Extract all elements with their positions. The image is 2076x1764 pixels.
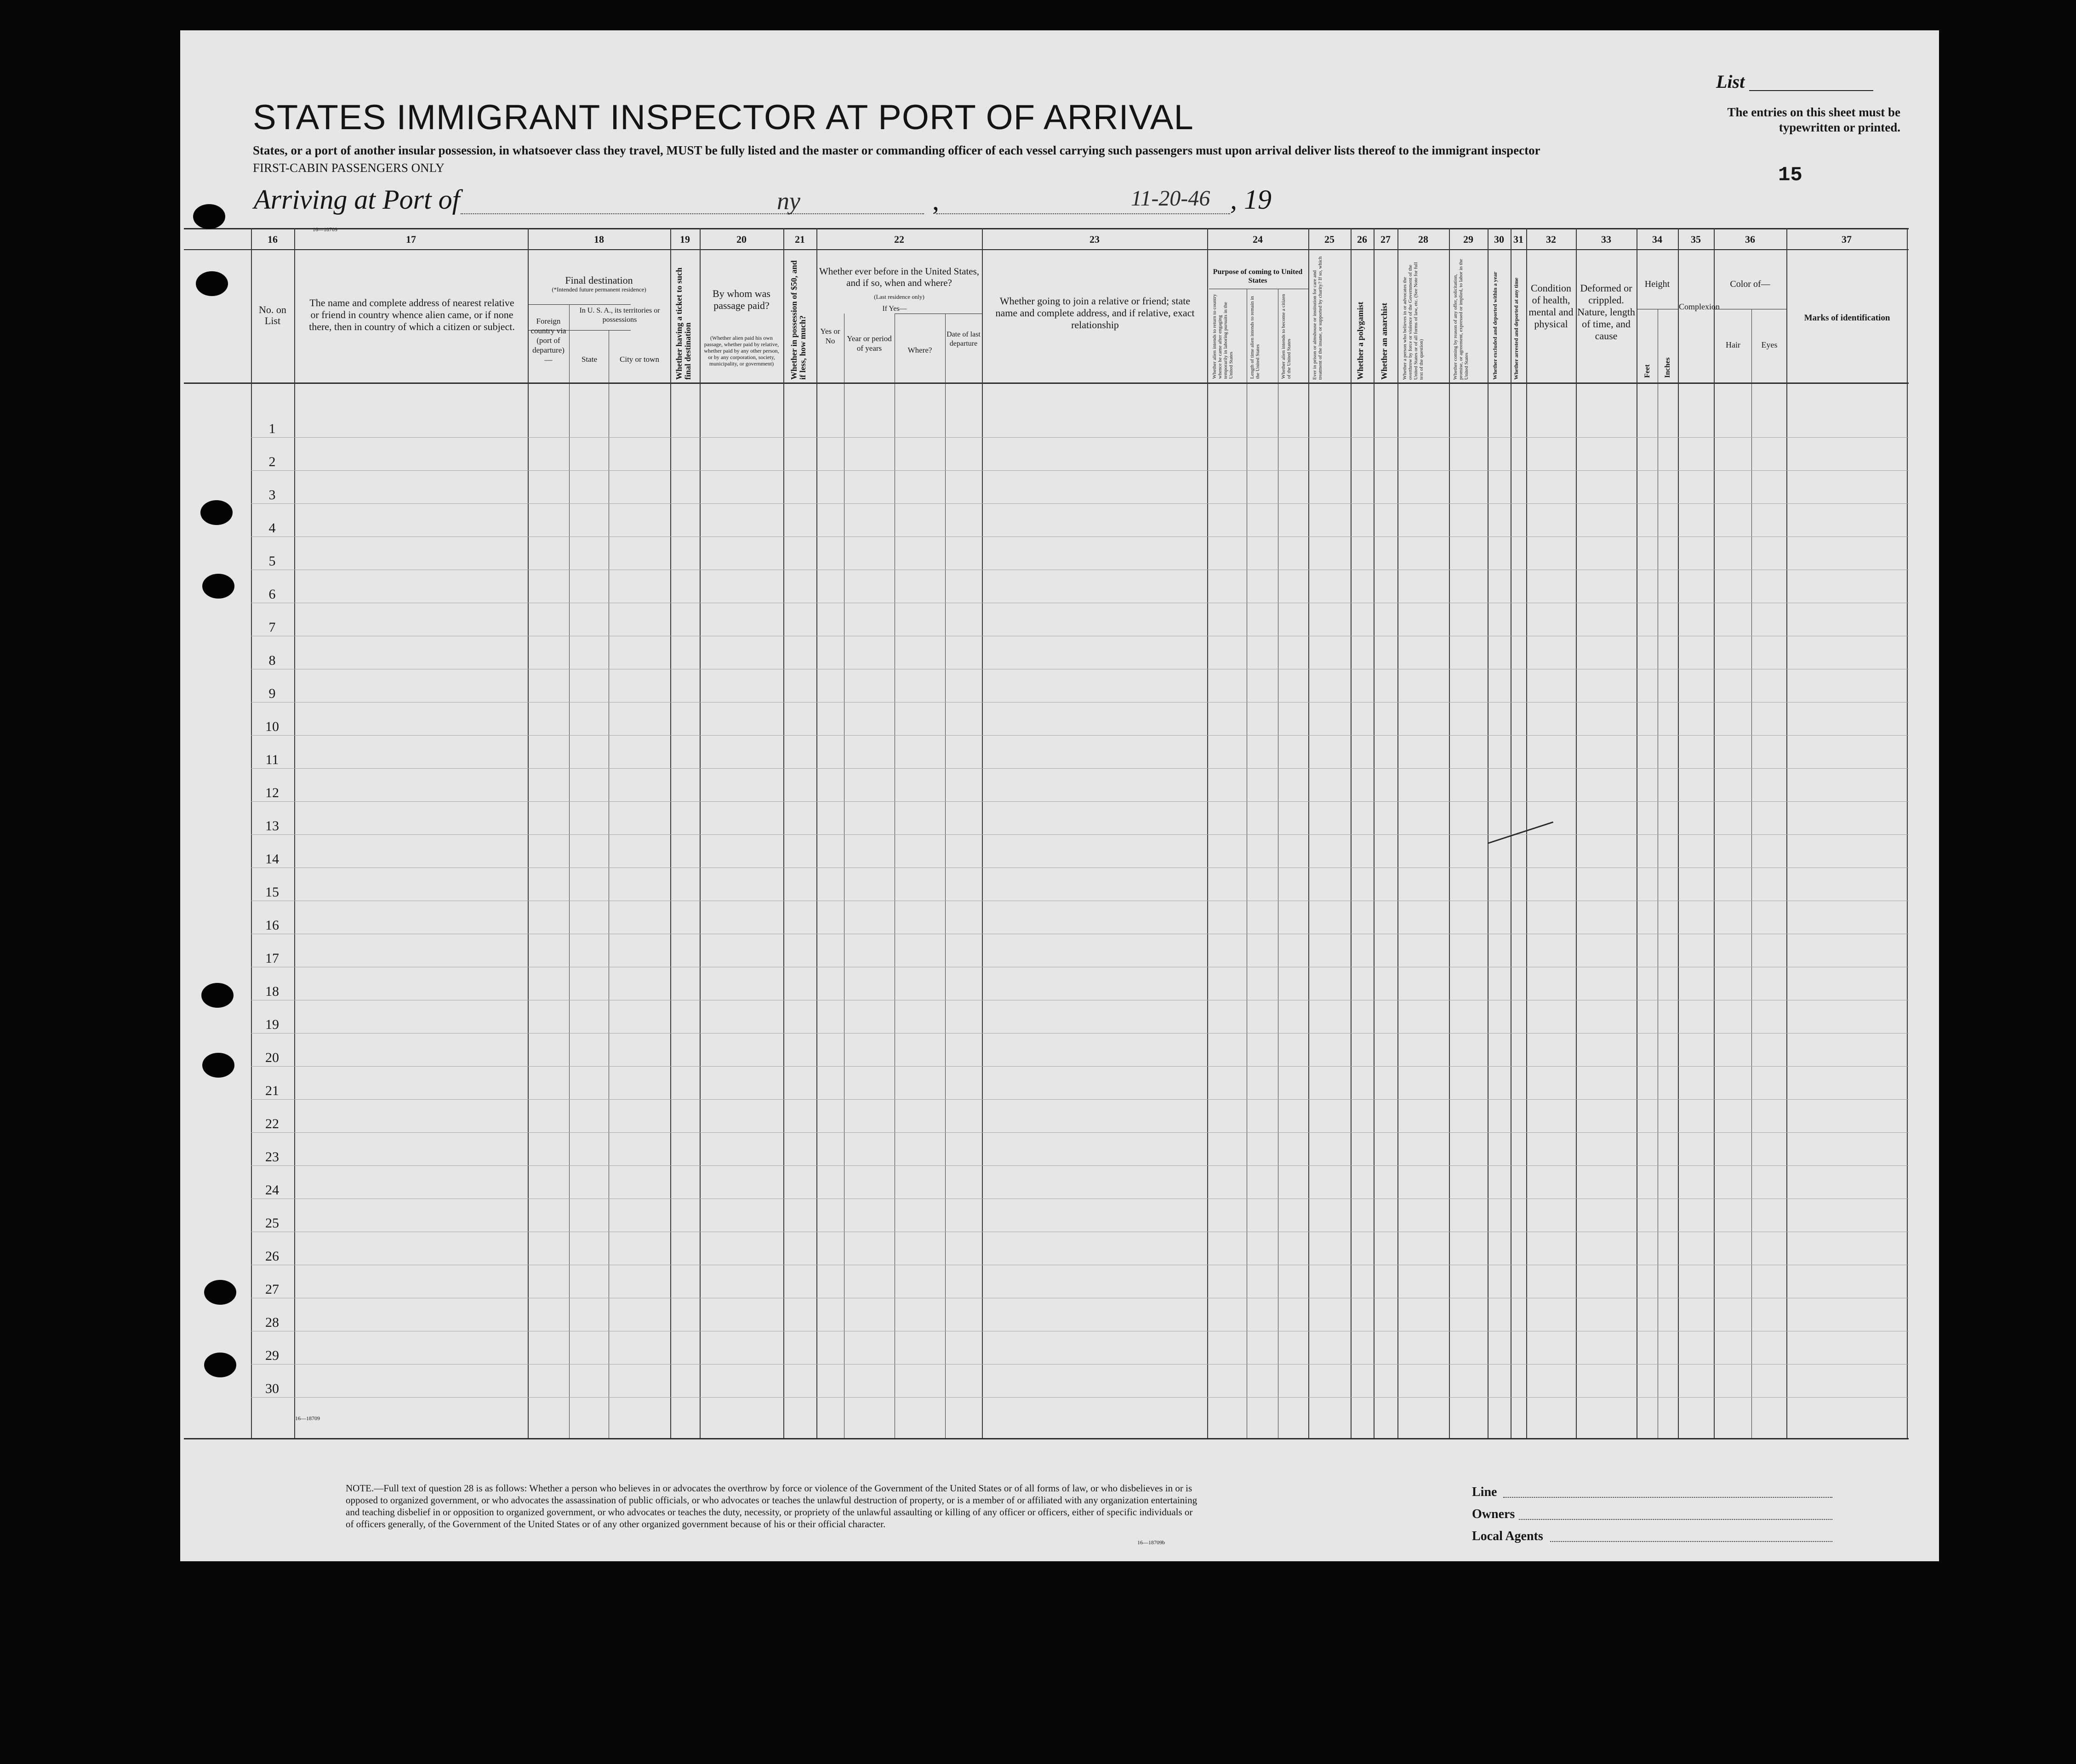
page-title: STATES IMMIGRANT INSPECTOR AT PORT OF ARRIVAL: [253, 98, 1194, 137]
header-join-relative: Whether going to join a relative or friend; state name and complete address, and if relative, exact relationship: [995, 295, 1195, 331]
col-rule-29: [1449, 228, 1450, 1438]
header-where: Where?: [907, 346, 932, 354]
col-rule-37: [1786, 228, 1787, 1438]
binder-hole: [202, 1053, 234, 1078]
header-feet: Feet: [1643, 364, 1651, 378]
col-num-18: 18: [594, 234, 604, 245]
arriving-port-label: Arriving at Port of: [254, 184, 460, 215]
row-number: 4: [268, 520, 276, 536]
binder-hole: [202, 574, 234, 599]
form-number: 16—18709: [313, 226, 337, 233]
list-label: List: [1716, 71, 1745, 92]
port-comma: ,: [932, 185, 939, 216]
header-anarchist: Whether an anarchist: [1380, 303, 1389, 380]
row-number: 26: [265, 1249, 279, 1264]
table-form-number: 16—18709: [295, 1415, 320, 1421]
col-num-29: 29: [1463, 234, 1473, 245]
col-num-37: 37: [1842, 234, 1852, 245]
binder-hole: [200, 500, 233, 525]
header-eyes: Eyes: [1761, 340, 1778, 349]
header-bottom-rule: [184, 382, 1909, 384]
header-yes-or-no: Yes or No: [820, 327, 840, 345]
header-if-yes: If Yes—: [882, 305, 907, 313]
col-num-19: 19: [680, 234, 690, 245]
row-line: [251, 470, 1909, 471]
year-prefix: , 19: [1230, 184, 1272, 215]
column-number-rule: [184, 249, 1909, 250]
row-line: [251, 801, 1909, 802]
manifest-table: [184, 228, 1909, 1438]
header-city-or-town: City or town: [620, 355, 659, 364]
row-number: 29: [265, 1348, 279, 1363]
col-rule-17: [294, 228, 295, 1438]
passenger-class-label: FIRST-CABIN PASSENGERS ONLY: [253, 161, 445, 175]
binder-hole: [196, 271, 228, 296]
col-rule-end: [1907, 228, 1908, 1438]
instructions-text: States, or a port of another insular possession, in whatsoever class they travel, MUST be fully listed and the master or commanding officer of each vessel carrying such passengers must upon arrival deliver lists thereof to the immigrant inspector: [253, 143, 1540, 157]
col-num-25: 25: [1324, 234, 1335, 245]
header-polygamist: Whether a polygamist: [1356, 302, 1365, 380]
col-num-35: 35: [1691, 234, 1701, 245]
row-number: 11: [265, 752, 279, 767]
row-number: 10: [265, 719, 279, 734]
list-number-field: [1749, 90, 1873, 91]
row-number: 5: [268, 554, 276, 569]
row-number: 22: [265, 1116, 279, 1131]
header-foreign-country: Foreign country via (port of departure)—: [530, 317, 566, 364]
sheet-number: 15: [1778, 164, 1802, 187]
table-bottom-rule: [184, 1438, 1909, 1439]
header-last-departure: Date of last departure: [947, 331, 981, 348]
question-28-note: NOTE.—Full text of question 28 is as follows: Whether a person who believes in or advocates the overthrow by force or violence of the Government of the United States or of all forms of law, or who disbelieves in or is opposed to organized government, or who advocates the assassination of public officials, or who advocates or teaches the unlawful destruction of property, or is a member of or affiliated with any organization entertaining and teaching disbelief in or opposition to organized government, or who advocates or teaches the duty, necessity, or propriety of the unlawful assaulting or killing of any officer or officers, either of specific individuals or of officers generally, of the Government of the United States or of any other organized government because of his or their official character.: [346, 1483, 1198, 1530]
header-citizen-intent: Whether alien intends to become a citizen of the United States: [1281, 294, 1292, 379]
row-number: 17: [265, 951, 279, 966]
row-number: 20: [265, 1050, 279, 1065]
col-num-33: 33: [1601, 234, 1611, 245]
col-rule-28: [1397, 228, 1398, 1438]
row-line: [251, 437, 1909, 438]
row-number: 18: [265, 984, 279, 999]
arrival-date: 11-20-46: [1131, 186, 1210, 211]
row-line: [251, 768, 1909, 769]
row-line: [251, 503, 1909, 504]
col-num-32: 32: [1546, 234, 1556, 245]
binder-hole: [204, 1353, 236, 1377]
row-number: 27: [265, 1282, 279, 1297]
header-state: State: [582, 355, 597, 364]
row-number: 24: [265, 1182, 279, 1198]
row-line: [251, 1397, 1909, 1398]
header-inches: Inches: [1664, 357, 1671, 378]
col-rule-25: [1308, 228, 1309, 1438]
table-top-rule: [184, 228, 1909, 229]
col-num-17: 17: [406, 234, 416, 245]
header-fifty-dollars: Whether in possession of $50, and if less, how much?: [789, 260, 807, 380]
row-number: 8: [268, 653, 276, 668]
col-rule-36: [1714, 228, 1715, 1438]
row-number: 23: [265, 1149, 279, 1165]
col-rule-32: [1526, 228, 1527, 1438]
header-prison-almshouse: Ever in prison or almshouse or institution for care and treatment of the insane, or supported by charity? If so, which: [1312, 256, 1323, 380]
row-number: 15: [265, 885, 279, 900]
col-num-26: 26: [1357, 234, 1367, 245]
col-num-21: 21: [795, 234, 805, 245]
row-number: 13: [265, 818, 279, 833]
row-number: 7: [268, 620, 276, 635]
header-identification-marks: Marks of identification: [1804, 313, 1890, 323]
col-rule-19: [670, 228, 671, 1438]
row-line: [251, 834, 1909, 835]
row-line: [251, 1066, 1909, 1067]
c18-subrule: [528, 304, 631, 305]
col-rule-35: [1678, 228, 1679, 1438]
line-field: [1503, 1497, 1832, 1498]
header-ever-before-in-us: Whether ever before in the United States, and if so, when and where?: [819, 266, 980, 288]
owners-field: [1519, 1519, 1832, 1520]
row-number: 12: [265, 785, 279, 800]
row-number: 6: [268, 587, 276, 602]
col-rule-30: [1488, 228, 1489, 1438]
header-nearest-relative: The name and complete address of nearest relative or friend in country whence alien came, or if none there, then in country of which a citizen or subject.: [309, 297, 515, 332]
col-num-27: 27: [1380, 234, 1391, 245]
header-hair: Hair: [1726, 340, 1740, 349]
row-number: 25: [265, 1216, 279, 1231]
header-health: Condition of health, mental and physical: [1528, 282, 1574, 330]
header-return-intent: Whether alien intends to return to country whence he came after engaging temporarily in laboring pursuits in the United States: [1212, 294, 1234, 379]
row-line: [251, 1165, 1909, 1166]
col-num-30: 30: [1494, 234, 1504, 245]
header-excluded-deported: Whether excluded and deported within a year: [1492, 271, 1498, 380]
row-number: 3: [268, 487, 276, 502]
row-number: 14: [265, 851, 279, 867]
row-number: 28: [265, 1315, 279, 1330]
col-rule-21: [783, 228, 784, 1438]
col-rule-24: [1207, 228, 1208, 1438]
row-line: [251, 1099, 1909, 1100]
header-ticket: Whether having a ticket to such final destination: [674, 267, 692, 380]
col-num-20: 20: [736, 234, 747, 245]
header-in-usa: In U. S. A., its territories or possessions: [579, 307, 660, 324]
row-number: 19: [265, 1017, 279, 1032]
header-length-of-stay: Length of time alien intends to remain in the United States: [1249, 296, 1260, 379]
col-rule-18a: [569, 304, 570, 1438]
header-last-residence-note: (Last residence only): [874, 293, 924, 300]
row-number: 2: [268, 454, 276, 469]
col-rule-18: [528, 228, 529, 1438]
header-final-destination-note: (*Intended future permanent residence): [552, 286, 646, 293]
row-number: 30: [265, 1381, 279, 1396]
header-no-on-list: No. on List: [259, 304, 286, 326]
col-num-22: 22: [894, 234, 904, 245]
col-rule-22: [816, 228, 817, 1438]
col-num-24: 24: [1253, 234, 1263, 245]
col-rule-20: [700, 228, 701, 1438]
col-num-34: 34: [1652, 234, 1662, 245]
col-rule-33: [1576, 228, 1577, 1438]
local-agents-label: Local Agents: [1472, 1529, 1543, 1543]
col-rule-36a: [1751, 309, 1752, 1438]
local-agents-field: [1550, 1541, 1832, 1542]
header-purpose: Purpose of coming to United States: [1213, 268, 1303, 285]
header-passage-paid: By whom was passage paid?: [713, 288, 770, 311]
header-color-of: Color of—: [1730, 279, 1770, 289]
header-height: Height: [1644, 279, 1670, 289]
row-number: 21: [265, 1083, 279, 1098]
col-num-36: 36: [1745, 234, 1755, 245]
col-num-16: 16: [268, 234, 278, 245]
entries-note: The entries on this sheet must be typewritten or printed.: [1727, 105, 1900, 134]
col-num-28: 28: [1418, 234, 1428, 245]
header-overthrow-question: Whether a person who believes in or advocates the overthrow by force or violence of the Government of the United States or of all forms of law, etc. (See Note for full text of the question): [1402, 262, 1424, 380]
header-passage-paid-note: (Whether alien paid his own passage, whether paid by relative, whether paid by any other person, or by any corporation, society, municipality, or government): [704, 335, 779, 367]
owners-label: Owners: [1472, 1507, 1515, 1521]
pen-mark: [1488, 822, 1554, 844]
col-rule-23: [982, 228, 983, 1438]
header-complexion: Complexion: [1679, 302, 1720, 311]
row-number: 16: [265, 918, 279, 933]
binder-hole: [201, 983, 234, 1008]
row-line: [251, 735, 1909, 736]
header-arrested-deported: Whether arrested and deported at any time: [1513, 277, 1519, 380]
port-field-line: [461, 213, 924, 214]
col-num-31: 31: [1513, 234, 1523, 245]
note-form-number: 16—18709b: [1137, 1539, 1165, 1546]
col-rule-26: [1351, 228, 1352, 1438]
col-rule-22c: [945, 314, 946, 1438]
port-value: ny: [777, 187, 800, 215]
binder-hole: [204, 1280, 236, 1305]
header-final-destination: Final destination: [565, 274, 633, 286]
date-field-line: [936, 213, 1230, 214]
header-deformed: Deformed or crippled. Nature, length of time, and cause: [1577, 282, 1635, 342]
col-rule-16: [251, 228, 252, 1438]
header-year-period: Year or period of years: [847, 334, 892, 353]
line-label: Line: [1472, 1485, 1497, 1499]
row-number: 1: [268, 421, 276, 436]
col-num-23: 23: [1089, 234, 1100, 245]
header-contract-labor: Whether coming by reason of any offer, solicitation, promise, or agreement, expressed or implied, to labor in the United States: [1453, 259, 1469, 380]
row-number: 9: [268, 686, 276, 701]
row-line: [251, 1132, 1909, 1133]
binder-hole: [193, 204, 225, 229]
